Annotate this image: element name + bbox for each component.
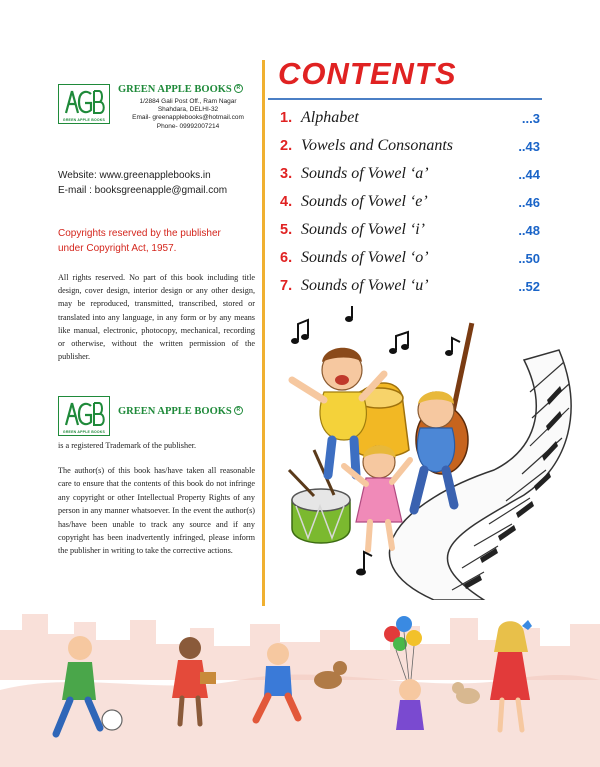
toc-title: Alphabet bbox=[301, 109, 359, 126]
trademark-logo-block bbox=[58, 394, 258, 444]
toc-title: Sounds of Vowel ‘a’ bbox=[301, 165, 429, 182]
toc-number: 4. bbox=[280, 194, 293, 210]
toc-title: Sounds of Vowel ‘u’ bbox=[301, 277, 429, 294]
toc-number: 7. bbox=[280, 278, 293, 294]
toc-title: Sounds of Vowel ‘o’ bbox=[301, 249, 429, 266]
toc-item[interactable] bbox=[280, 136, 544, 164]
toc-item[interactable] bbox=[280, 108, 544, 136]
bottom-kids-border bbox=[0, 600, 600, 767]
publisher-block bbox=[58, 76, 258, 136]
toc-page: ...3 bbox=[521, 111, 540, 126]
toc-item[interactable] bbox=[280, 248, 544, 276]
logo-subtext: GREEN APPLE BOOKS bbox=[62, 118, 106, 122]
copyright-notice bbox=[58, 226, 258, 256]
author-disclaimer: The author(s) of this book has/have taken all reasonable care to ensure that the contents of this book do not infringe any copyright or other Intellectual Property Rights of any person in any manner whatsoever. In the event the author(s) has/have been unable to track any source and if any copyright has been inadvertently infringed, please inform the publisher in writing to take the corrective actions. bbox=[58, 466, 255, 556]
music-kids-illustration bbox=[284, 300, 584, 600]
address-line-1: 1/2884 Gali Post Off., Ram Nagar bbox=[139, 98, 237, 105]
blonde-boy-character-icon bbox=[414, 391, 455, 510]
toc-item[interactable] bbox=[280, 192, 544, 220]
toc-item[interactable] bbox=[280, 164, 544, 192]
toc-number: 1. bbox=[280, 110, 293, 126]
contact-block bbox=[58, 168, 227, 198]
toc-title: Sounds of Vowel ‘i’ bbox=[301, 221, 425, 238]
copyright-line-2: under Copyright Act, 1957. bbox=[58, 243, 177, 254]
toc-title: Sounds of Vowel ‘e’ bbox=[301, 193, 428, 210]
registered-mark-icon-2: R bbox=[234, 406, 243, 415]
toc-title: Vowels and Consonants bbox=[301, 137, 454, 154]
toc-page: ..46 bbox=[518, 195, 540, 210]
piano-keys-icon bbox=[389, 350, 571, 600]
toc-page: ..52 bbox=[518, 279, 540, 294]
rights-paragraph: All rights reserved. No part of this book including title design, cover design, interior design or any other design, may be reproduced, transmitted, transcribed, stored or translated into any language, in any form or by any means like manual, electronic, photocopy, mechanical, recording or otherwise, without the written permission of the publisher. bbox=[58, 273, 255, 362]
toc-number: 6. bbox=[280, 250, 293, 266]
publisher-name-text-2: GREEN APPLE BOOKS bbox=[118, 406, 232, 417]
toc-item[interactable] bbox=[280, 220, 544, 248]
publisher-email: Email- greenapplebooks@hotmail.com bbox=[132, 114, 244, 122]
drum-icon bbox=[289, 450, 350, 543]
publisher-logo-2 bbox=[58, 396, 110, 436]
logo-subtext-2: GREEN APPLE BOOKS bbox=[62, 430, 106, 434]
trademark-text: is a registered Trademark of the publisher. bbox=[58, 441, 197, 450]
publisher-address bbox=[118, 98, 258, 131]
website-link[interactable]: Website: www.greenapplebooks.in bbox=[58, 170, 211, 181]
publisher-phone: Phone- 09992007214 bbox=[156, 122, 220, 130]
toc-page: ..48 bbox=[518, 223, 540, 238]
toc-page: ..44 bbox=[518, 167, 540, 182]
toc-number: 5. bbox=[280, 222, 293, 238]
toc-number: 3. bbox=[280, 166, 293, 182]
column-divider bbox=[262, 60, 265, 606]
contact-email[interactable]: E-mail : booksgreenapple@gmail.com bbox=[58, 185, 228, 196]
copyright-line-1: Copyrights reserved by the publisher bbox=[58, 228, 221, 239]
contents-heading: CONTENTS bbox=[278, 56, 457, 91]
address-line-2: Shahdara, DELHI-32 bbox=[157, 106, 219, 114]
contents-rule bbox=[268, 98, 542, 100]
registered-mark-icon: R bbox=[234, 84, 243, 93]
publisher-name-2 bbox=[118, 406, 243, 417]
logo-gab-mark bbox=[63, 88, 106, 116]
logo-gab-mark-2 bbox=[63, 400, 106, 428]
toc-page: ..50 bbox=[518, 251, 540, 266]
publisher-name-text: GREEN APPLE BOOKS bbox=[118, 84, 232, 95]
toc-page: ..43 bbox=[518, 139, 540, 154]
toc-number: 2. bbox=[280, 138, 293, 154]
table-of-contents bbox=[280, 108, 544, 304]
publisher-logo bbox=[58, 84, 110, 124]
publisher-name bbox=[118, 84, 243, 95]
